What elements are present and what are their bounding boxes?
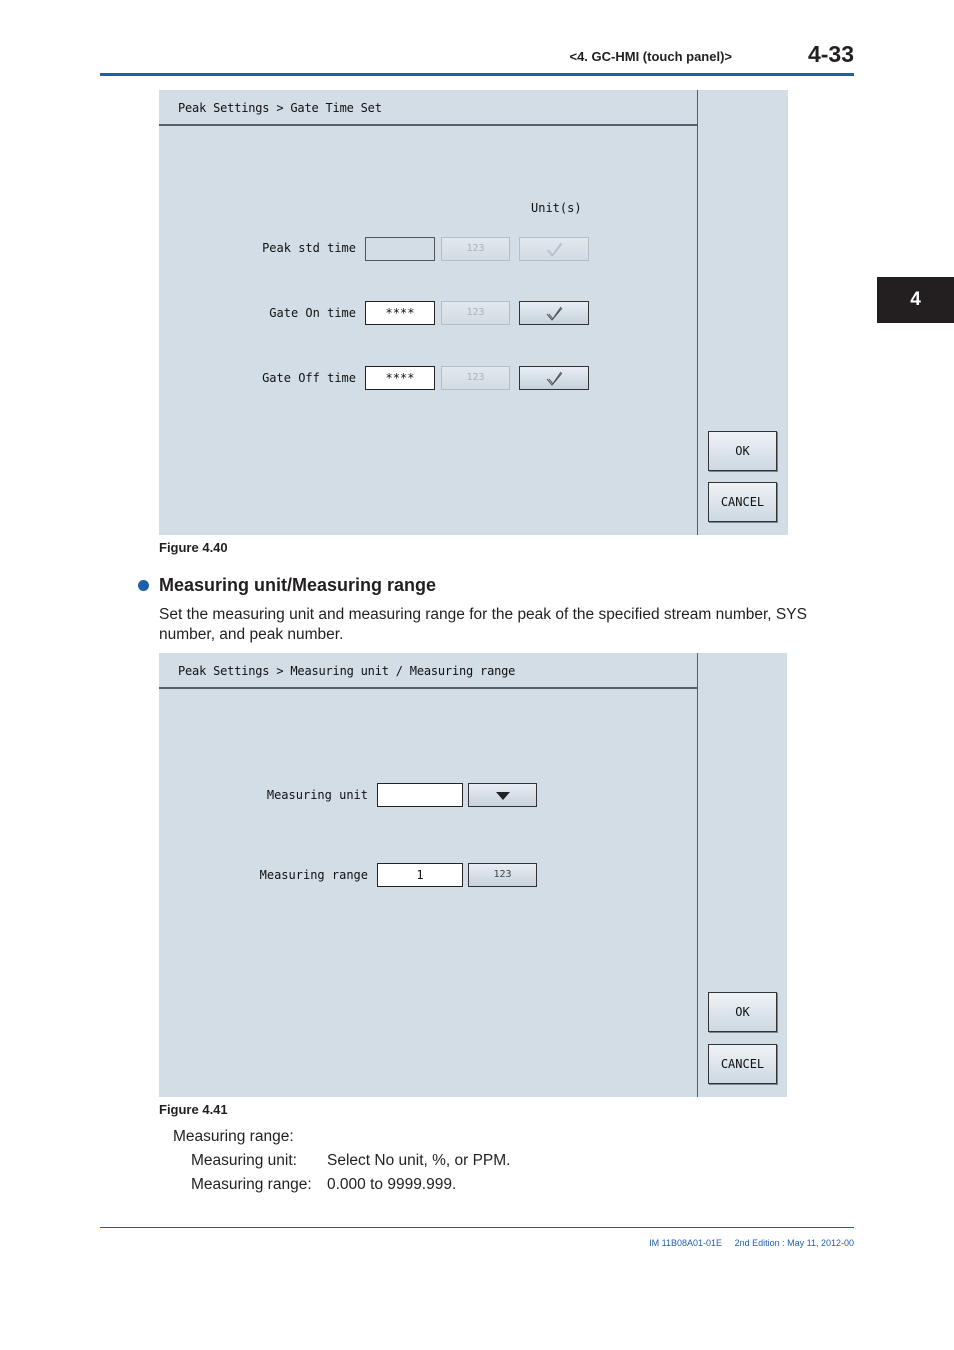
note-term: Measuring range: bbox=[191, 1176, 312, 1193]
checkmark-icon bbox=[544, 240, 564, 260]
gate-on-time-unit-checkbox[interactable] bbox=[519, 301, 589, 325]
gate-time-set-screen bbox=[159, 90, 788, 535]
screen-title: Peak Settings > Gate Time Set bbox=[178, 101, 382, 115]
footer-edition: 2nd Edition : May 11, 2012-00 bbox=[734, 1238, 854, 1248]
unit-column-label: Unit(s) bbox=[531, 201, 582, 215]
footer-text bbox=[649, 1238, 854, 1248]
page-number: 4-33 bbox=[807, 41, 854, 67]
screen-title: Peak Settings > Measuring unit / Measuring range bbox=[178, 664, 516, 678]
checkmark-icon bbox=[544, 304, 564, 324]
measuring-unit-label: Measuring unit bbox=[266, 788, 368, 802]
footer-doc-number: IM 11B08A01-01E bbox=[649, 1238, 723, 1248]
measuring-unit-dropdown-button[interactable] bbox=[468, 783, 537, 807]
section-heading: Measuring unit/Measuring range bbox=[159, 575, 437, 595]
ok-button[interactable]: OK bbox=[708, 992, 777, 1032]
measuring-range-label: Measuring range bbox=[259, 868, 368, 882]
peak-std-time-field[interactable] bbox=[365, 237, 435, 261]
section-paragraph: Set the measuring unit and measuring range for the peak of the specified stream number, SYS number, and peak number. bbox=[159, 606, 807, 643]
cancel-button[interactable]: CANCEL bbox=[708, 1044, 777, 1084]
figure-caption: Figure 4.40 bbox=[159, 540, 228, 555]
gate-off-time-keypad-button[interactable]: 123 bbox=[441, 366, 510, 390]
gate-on-time-keypad-button[interactable]: 123 bbox=[441, 301, 510, 325]
checkmark-icon bbox=[544, 369, 564, 389]
peak-std-time-keypad-button[interactable]: 123 bbox=[441, 237, 510, 261]
note-term: Measuring unit: bbox=[191, 1152, 297, 1169]
chapter-tab: 4 bbox=[877, 277, 954, 323]
peak-std-time-label: Peak std time bbox=[262, 241, 356, 255]
measuring-range-field[interactable]: 1 bbox=[377, 863, 463, 887]
ok-button[interactable]: OK bbox=[708, 431, 777, 471]
bullet-icon bbox=[138, 580, 149, 591]
gate-off-time-label: Gate Off time bbox=[262, 371, 356, 385]
figure-caption: Figure 4.41 bbox=[159, 1102, 228, 1117]
measuring-range-screen bbox=[159, 653, 787, 1097]
note-description: 0.000 to 9999.999. bbox=[327, 1176, 457, 1193]
chevron-down-icon bbox=[495, 790, 511, 802]
note-description: Select No unit, %, or PPM. bbox=[327, 1152, 511, 1169]
screen-divider bbox=[697, 90, 698, 535]
cancel-button[interactable]: CANCEL bbox=[708, 482, 777, 522]
running-header: <4. GC-HMI (touch panel)> bbox=[569, 49, 732, 64]
header-rule bbox=[100, 73, 854, 76]
gate-on-time-field[interactable]: **** bbox=[365, 301, 435, 325]
peak-std-time-unit-checkbox[interactable] bbox=[519, 237, 589, 261]
gate-on-time-label: Gate On time bbox=[269, 306, 356, 320]
footer-rule bbox=[100, 1227, 854, 1228]
notes-heading: Measuring range: bbox=[173, 1128, 294, 1145]
measuring-range-keypad-button[interactable]: 123 bbox=[468, 863, 537, 887]
screen-divider bbox=[697, 653, 698, 1097]
measuring-unit-field[interactable] bbox=[377, 783, 463, 807]
gate-off-time-field[interactable]: **** bbox=[365, 366, 435, 390]
gate-off-time-unit-checkbox[interactable] bbox=[519, 366, 589, 390]
screen-titlebar bbox=[159, 653, 697, 689]
screen-titlebar bbox=[159, 90, 697, 126]
